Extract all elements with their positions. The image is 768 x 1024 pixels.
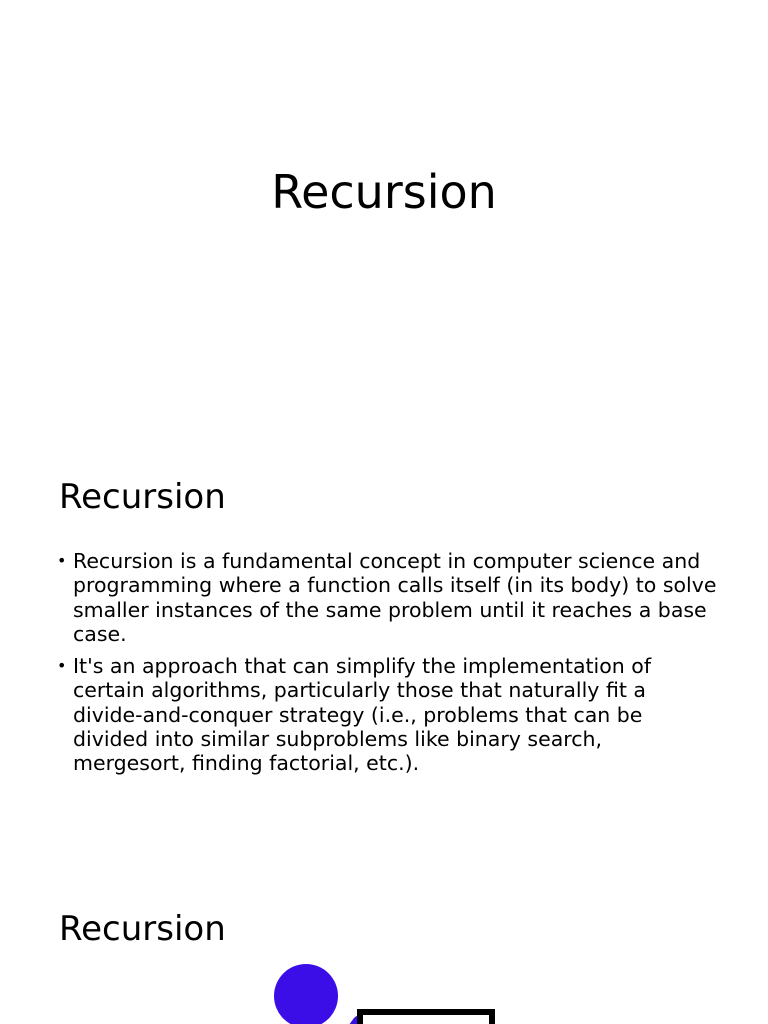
person-figure-icon: [260, 960, 520, 1024]
figure-arm: [338, 1016, 360, 1024]
bullet-item: [57, 549, 717, 646]
figure-head: [274, 964, 338, 1024]
bullet-text: It's an approach that can simplify the implementation of certain algorithms, particularly those that naturally fit a divide-and-conquer strategy (i.e., problems that can be divided into similar subproblems like binary search, mergesort, finding factorial, etc.).: [73, 654, 652, 776]
slide-title: Recursion: [271, 165, 497, 219]
figure-box: [360, 1012, 492, 1024]
bullet-icon: •: [57, 551, 67, 570]
bullet-list: [57, 549, 717, 784]
bullet-text: Recursion is a fundamental concept in computer science and programming where a function calls itself (in its body) to solve smaller instances of the same problem until it reaches a base case.: [73, 549, 717, 646]
slide-heading: Recursion: [59, 909, 226, 949]
slide-heading: Recursion: [59, 477, 226, 517]
figure-slide: [0, 864, 768, 1024]
bullet-item: [57, 654, 717, 775]
content-slide: [0, 432, 768, 864]
bullet-icon: •: [57, 656, 67, 676]
title-slide: [0, 0, 768, 432]
